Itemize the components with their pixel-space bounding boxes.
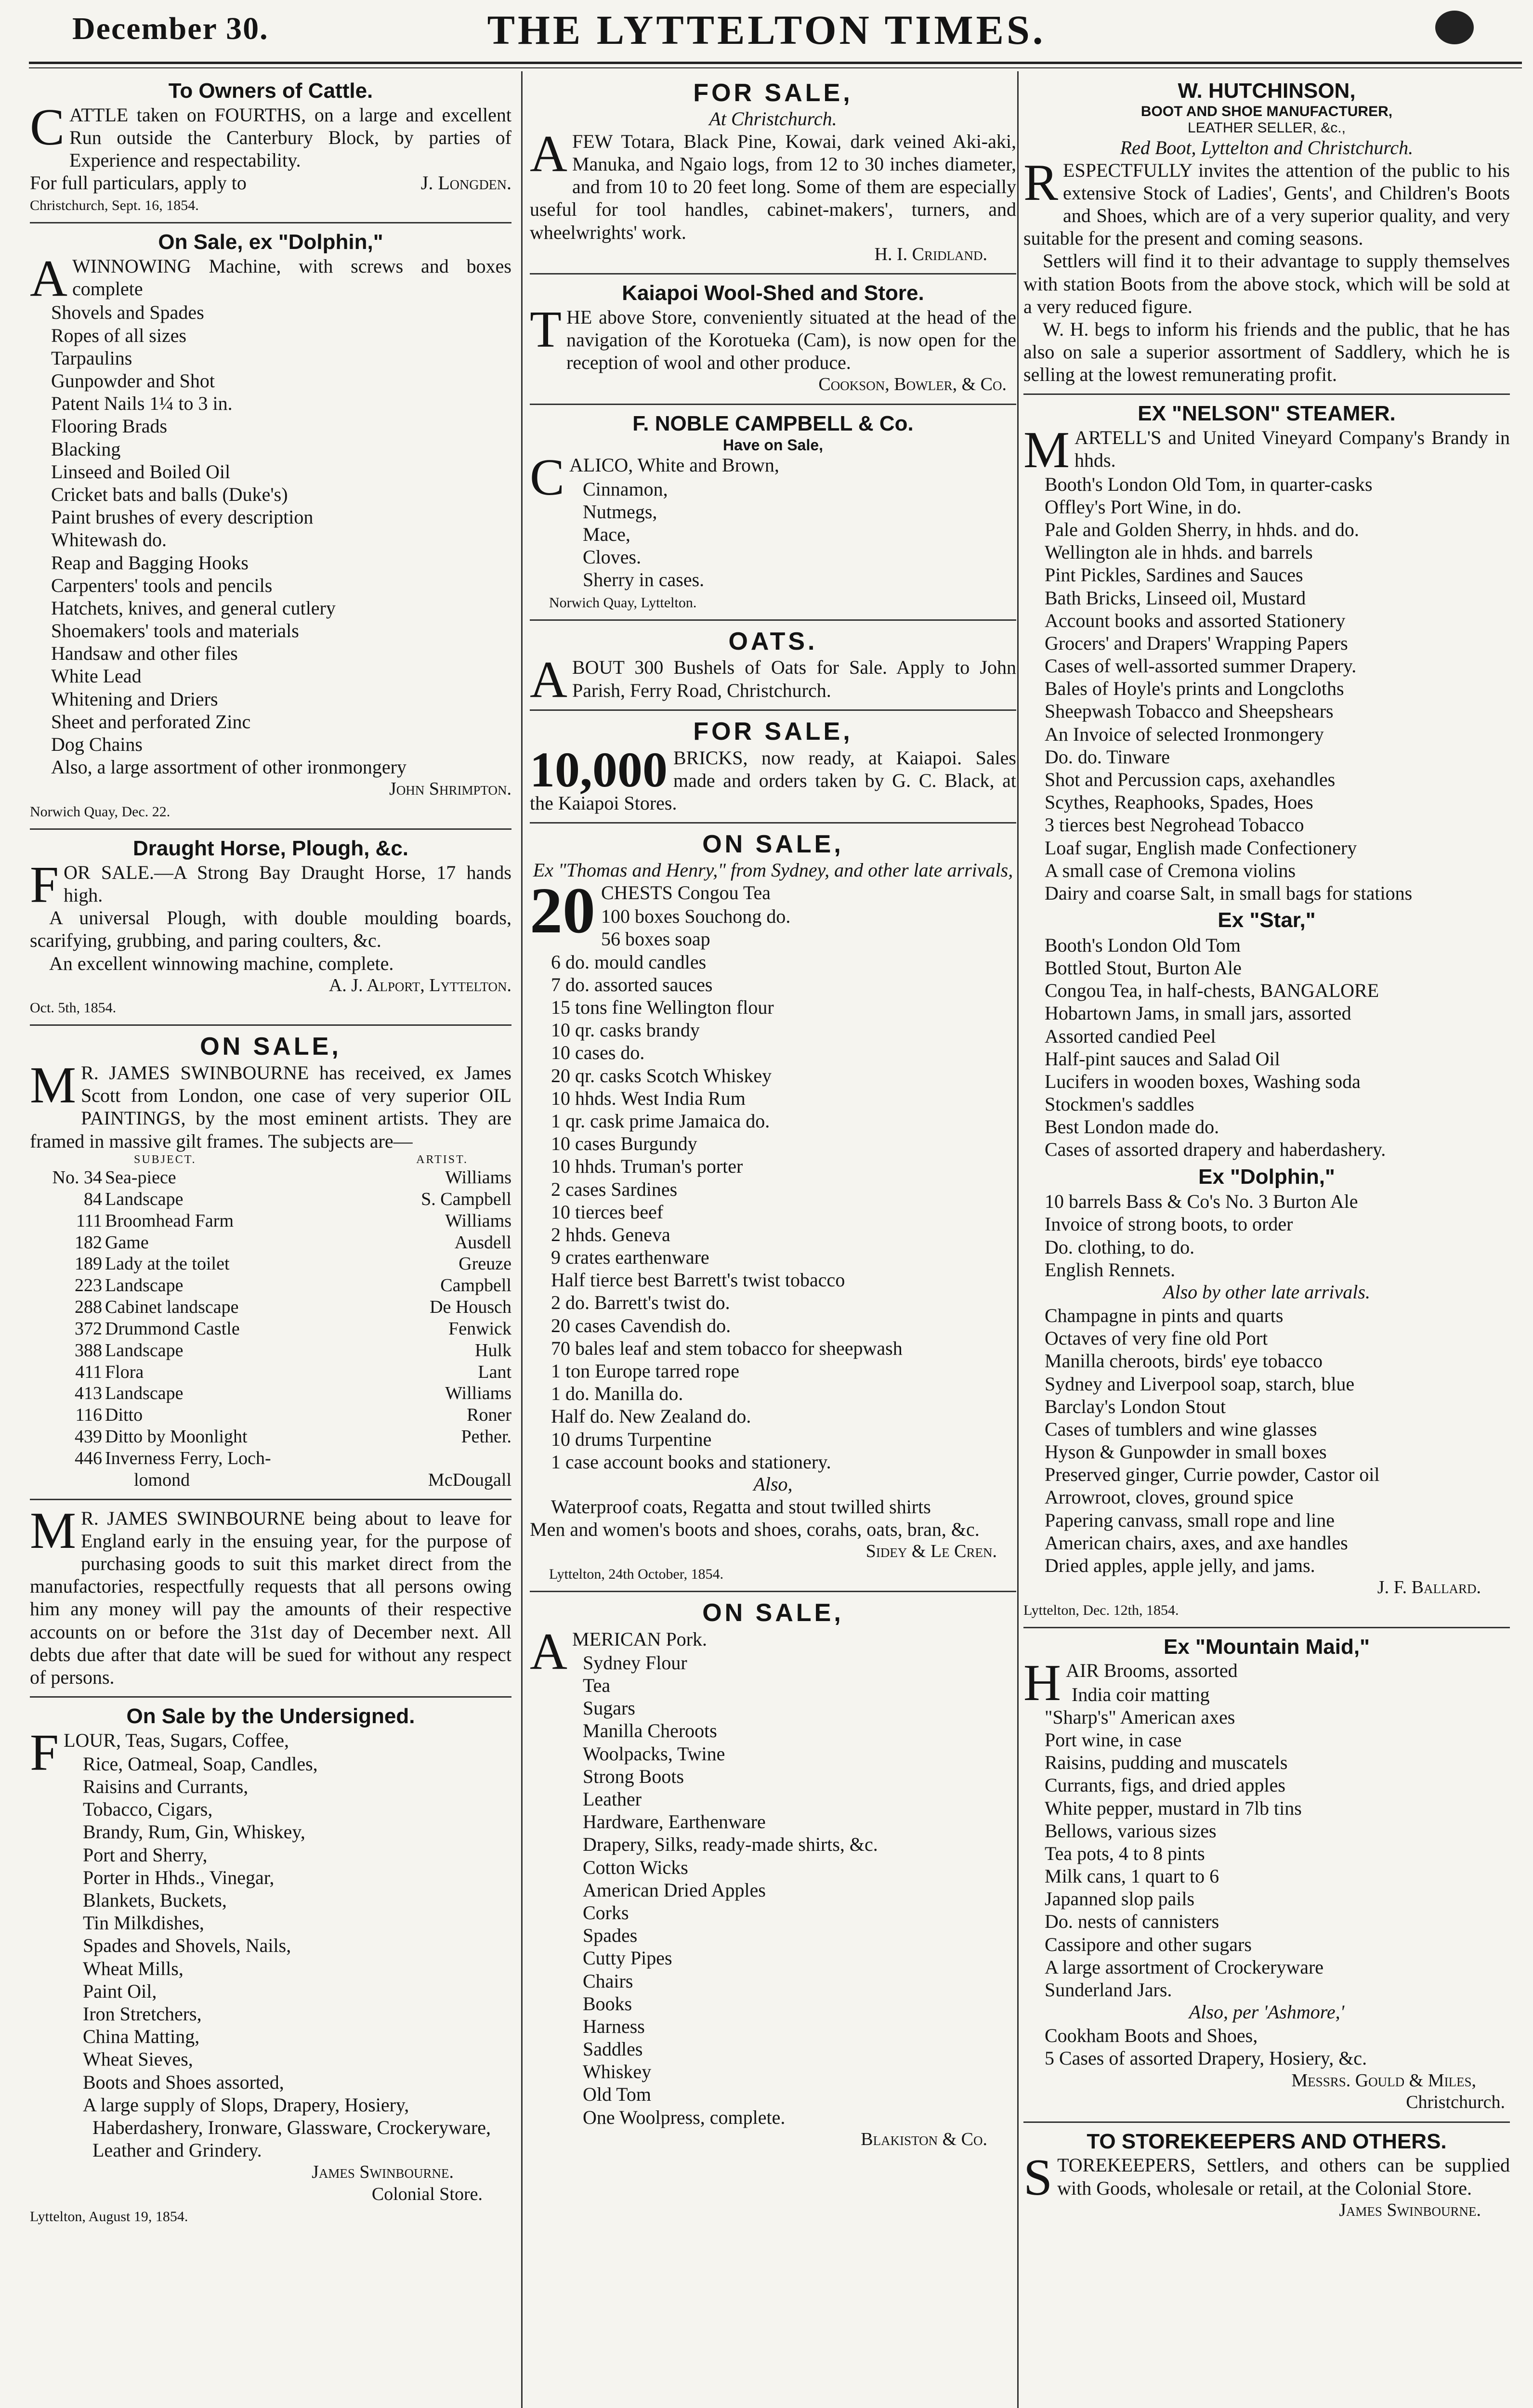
list-item: 2 cases Sardines [551, 1178, 678, 1200]
ad-body: ALICO, White and Brown, [569, 454, 779, 476]
list-item: Paint brushes of every description [51, 506, 314, 528]
list-item: Chairs [583, 1970, 633, 1992]
ad-signature: James Swinbourne. [312, 2162, 454, 2183]
ad-heading: TO STOREKEEPERS AND OTHERS. [1087, 2129, 1447, 2153]
list-item: Reap and Bagging Hooks [51, 551, 249, 574]
ad-heading: ON SALE, [702, 1598, 844, 1627]
ad-subheading: BOOT AND SHOE MANUFACTURER, [1140, 103, 1393, 119]
list-item: Lucifers in wooden boxes, Washing soda [1045, 1070, 1361, 1092]
list-item: Half tierce best Barrett's twist tobacco [551, 1269, 845, 1291]
list-item: Brandy, Rum, Gin, Whiskey, [83, 1821, 305, 1843]
goods-list [1023, 934, 1510, 1161]
list-item: Preserved ginger, Currie powder, Castor oil [1045, 1464, 1380, 1486]
list-item: Shot and Percussion caps, axehandles [1045, 769, 1336, 791]
list-item: Rice, Oatmeal, Soap, Candles, [83, 1753, 318, 1775]
column-header: SUBJECT. [134, 1153, 197, 1166]
ad-text: An excellent winnowing machine, complete. [49, 952, 394, 974]
list-item: Bellows, various sizes [1045, 1819, 1217, 1842]
table-row: 116 Ditto Roner [75, 1405, 511, 1426]
goods-list [1023, 1190, 1510, 1281]
ad-body: HE above Store, conveniently situated at the head of the navigation of the Korotueka (Cam), is now open for the reception of wool and other produce. [566, 306, 1016, 374]
list-item: Dairy and coarse Salt, in small bags for stations [1045, 882, 1413, 904]
list-item: Cotton Wicks [583, 1856, 688, 1878]
also-note: Also, [753, 1473, 793, 1495]
list-item: 10 drums Turpentine [551, 1428, 712, 1450]
drop-cap: A [30, 249, 67, 307]
list-item: Stockmen's saddles [1045, 1093, 1194, 1115]
ad-signature: Sidey & Le Cren. [865, 1541, 997, 1562]
list-item: Hyson & Gunpowder in small boxes [1045, 1441, 1327, 1463]
list-item: Pale and Golden Sherry, in hhds. and do. [1045, 518, 1359, 540]
list-item: Cutty Pipes [583, 1947, 672, 1969]
list-item: Woolpacks, Twine [583, 1742, 725, 1765]
ad-body: FEW Totara, Black Pine, Kowai, dark veined Aki-aki, Manuka, and Ngaio logs, from 12 to 30 inches diameter, and from 10 to 20 feet long. Some of them are especially useful for tool handles, cabinet-makers', turners, and wheelwrights' work. [530, 130, 1016, 243]
list-item: 56 boxes soap [601, 928, 710, 950]
large-number: 10,000 [530, 742, 668, 798]
list-item: Spades [583, 1924, 638, 1947]
goods-list [1023, 1683, 1510, 2002]
list-item: 2 do. Barrett's twist do. [551, 1292, 730, 1314]
ad-dateline: Oct. 5th, 1854. [30, 1000, 117, 1016]
goods-list [530, 905, 1016, 1473]
list-item: Invoice of strong boots, to order [1045, 1213, 1293, 1235]
ad-body: BOUT 300 Bushels of Oats for Sale. Apply to John Parish, Ferry Road, Christchurch. [572, 656, 1016, 701]
ad-heading: Draught Horse, Plough, &c. [132, 837, 409, 861]
list-item: 5 Cases of assorted Drapery, Hosiery, &c. [1045, 2047, 1367, 2069]
list-item: Dried apples, apple jelly, and jams. [1045, 1555, 1315, 1577]
goods-list [1023, 473, 1510, 905]
list-item: 9 crates earthenware [551, 1246, 709, 1269]
list-item: Hardware, Earthenware [583, 1811, 766, 1833]
table-cell: McDougall [428, 1469, 511, 1490]
list-item: Ropes of all sizes [51, 324, 187, 346]
goods-list [30, 1753, 511, 2161]
ad-hutchinson [1023, 72, 1510, 395]
table-row: 111 Broomhead Farm Williams [76, 1210, 511, 1231]
list-item: Whiskey [583, 2061, 652, 2083]
ad-heading: ON SALE, [702, 830, 844, 859]
ad-subheading: Red Boot, Lyttelton and Christchurch. [1120, 136, 1414, 158]
list-item: 3 tierces best Negrohead Tobacco [1045, 814, 1304, 836]
list-item: Raisins and Currants, [83, 1776, 249, 1798]
drop-cap: T [530, 301, 562, 358]
ad-signature: J. Longden. [420, 172, 511, 194]
ad-heading: W. HUTCHINSON, [1178, 79, 1356, 103]
ad-kaiapoi-wool-shed [530, 275, 1016, 405]
ad-heading: F. NOBLE CAMPBELL & Co. [632, 412, 914, 436]
list-item: Manilla cheroots, birds' eye tobacco [1045, 1350, 1323, 1372]
list-item: Dog Chains [51, 733, 143, 756]
drop-cap: A [530, 125, 567, 183]
large-number: 20 [530, 875, 595, 947]
list-item: 1 do. Manilla do. [551, 1383, 683, 1405]
table-row: 388 Landscape Hulk [75, 1340, 511, 1361]
list-item: Arrowroot, cloves, ground spice [1045, 1486, 1294, 1508]
list-item: 10 barrels Bass & Co's No. 3 Burton Ale [1045, 1191, 1358, 1213]
ad-subheading: Have on Sale, [722, 436, 824, 454]
drop-cap: S [1023, 2149, 1053, 2207]
ad-heading: Kaiapoi Wool-Shed and Store. [622, 281, 924, 305]
list-item: Papering canvass, small rope and line [1045, 1509, 1335, 1531]
list-item: Gunpowder and Shot [51, 370, 215, 392]
list-item: Barclay's London Stout [1045, 1395, 1226, 1417]
ad-subheading: Ex "Dolphin," [1198, 1165, 1335, 1189]
list-item: Handsaw and other files [51, 642, 238, 665]
list-item: Offley's Port Wine, in do. [1045, 496, 1242, 518]
list-item: Spades and Shovels, Nails, [83, 1935, 291, 1957]
ad-ex-dolphin [30, 223, 511, 830]
list-item: Tobacco, Cigars, [83, 1798, 213, 1820]
ad-heading: To Owners of Cattle. [168, 79, 373, 103]
goods-list [530, 1651, 1016, 2129]
list-item: Bottled Stout, Burton Ale [1045, 956, 1242, 979]
list-item: Cricket bats and balls (Duke's) [51, 483, 288, 505]
ad-body: ESPECTFULLY invites the attention of the public to his extensive Stock of Ladies', Gents', and Children's Boots and Shoes, which are of a very superior quality, and very suitable for the present and coming seasons. [1023, 159, 1510, 249]
ad-body: BRICKS, now ready, at Kaiapoi. Sales made and orders taken by G. C. Black, at the Kaiapoi Stores. [530, 746, 1016, 814]
list-item: Tin Milkdishes, [83, 1912, 204, 1934]
ad-body: R. JAMES SWINBOURNE being about to leave for England early in the ensuing year, for the purpose of purchasing goods to suit this market direct from the manufactories, respectfully requests that all persons owing him any money will pay the amounts of their respective accounts on or before the 31st day of December next. All debts due after that date will be sued for without any respect of persons. [30, 1507, 511, 1688]
list-item: 10 qr. casks brandy [551, 1019, 700, 1041]
ad-signature: Messrs. Gould & Miles, [1291, 2070, 1476, 2091]
table-row: 189 Lady at the toilet Greuze [75, 1254, 511, 1274]
list-item: Books [583, 1992, 632, 2015]
list-item: Mace, [583, 523, 630, 546]
list-item: Blacking [51, 438, 121, 460]
column-header: ARTIST. [416, 1153, 468, 1166]
table-row [30, 1469, 511, 1491]
table-header [30, 1152, 511, 1167]
list-item: Porter in Hhds., Vinegar, [83, 1866, 275, 1888]
list-item: Scythes, Reaphooks, Spades, Hoes [1045, 791, 1313, 813]
paintings-table [30, 1152, 511, 1491]
ink-blot-mark [1435, 11, 1474, 44]
newspaper-title: THE LYTTELTON TIMES. [487, 7, 1046, 53]
list-item: Assorted candied Peel [1045, 1025, 1216, 1047]
list-item: Half do. New Zealand do. [551, 1405, 751, 1427]
ad-body: OR SALE.—A Strong Bay Draught Horse, 17 hands high. [64, 861, 511, 906]
ad-heading: FOR SALE, [693, 79, 853, 107]
table-row: 411 Flora Lant [75, 1361, 511, 1382]
list-item: Sheepwash Tobacco and Sheepshears [1045, 700, 1334, 722]
drop-cap: M [1023, 421, 1070, 479]
column-1 [30, 72, 511, 2408]
ad-body: R. JAMES SWINBOURNE has received, ex James Scott from London, one case of very superior OIL PAINTINGS, by the most eminent artists. They are framed in massive gilt frames. The subjects are— [30, 1062, 511, 1152]
drop-cap: A [530, 1623, 567, 1680]
ad-swinbourne-leaving [30, 1500, 511, 1698]
list-item: Cassipore and other sugars [1045, 1933, 1252, 1955]
column-divider [521, 71, 523, 2408]
list-item: Congou Tea, in half-chests, BANGALORE [1045, 980, 1379, 1002]
drop-cap: R [1023, 154, 1059, 211]
ad-owners-of-cattle [30, 72, 511, 223]
table-row: 288 Cabinet landscape De Housch [75, 1297, 511, 1318]
ad-american-pork [530, 1592, 1016, 2159]
ad-text: For full particulars, apply to [30, 172, 247, 194]
ad-oil-paintings [30, 1026, 511, 1500]
column-divider [1017, 71, 1019, 2408]
ad-subheading: LEATHER SELLER, &c., [1188, 120, 1346, 136]
list-item: Also, a large assortment of other ironmongery [51, 756, 406, 778]
drop-cap: H [1023, 1654, 1061, 1712]
table-row: 372 Drummond Castle Fenwick [75, 1318, 511, 1339]
list-item: Do. nests of cannisters [1045, 1911, 1219, 1933]
goods-list [30, 301, 511, 778]
ad-signature: James Swinbourne. [1339, 2199, 1481, 2220]
ad-on-sale-thomas-henry [530, 824, 1016, 1592]
list-item: Cinnamon, [583, 478, 668, 500]
list-item: 1 ton Europe tarred rope [551, 1360, 739, 1382]
ad-dateline: Lyttelton, August 19, 1854. [30, 2209, 188, 2225]
list-item: A small case of Cremona violins [1045, 859, 1296, 881]
list-item: Patent Nails 1¼ to 3 in. [51, 393, 233, 415]
ad-text: A universal Plough, with double moulding boards, scarifying, grubbing, and paring coulters, &c. [30, 907, 511, 952]
list-item: Sydney Flour [583, 1651, 687, 1674]
ad-draught-horse [30, 830, 511, 1026]
ad-noble-campbell [530, 405, 1016, 621]
ad-text: Waterproof coats, Regatta and stout twilled shirts [551, 1495, 931, 1518]
goods-list [1023, 1304, 1510, 1577]
ad-heading: EX "NELSON" STEAMER. [1138, 402, 1396, 426]
list-item: Half-pint sauces and Salad Oil [1045, 1047, 1280, 1070]
list-item: Sydney and Liverpool soap, starch, blue [1045, 1373, 1355, 1395]
list-item: Do. do. Tinware [1045, 746, 1170, 768]
list-item: Port wine, in case [1045, 1728, 1182, 1751]
list-item: 15 tons fine Wellington flour [551, 996, 774, 1019]
list-item: A large assortment of Crockeryware [1045, 1956, 1324, 1978]
list-item: Corks [583, 1901, 629, 1924]
list-item: Hobartown Jams, in small jars, assorted [1045, 1002, 1351, 1024]
ad-signature: John Shrimpton. [389, 779, 511, 799]
list-item: Whitening and Driers [51, 688, 218, 710]
list-item: Currants, figs, and dried apples [1045, 1774, 1285, 1796]
list-item: American chairs, axes, and axe handles [1045, 1531, 1348, 1554]
ad-heading: ON SALE, [200, 1033, 341, 1061]
ad-to-storekeepers [1023, 2123, 1510, 2229]
list-item: Milk cans, 1 quart to 6 [1045, 1865, 1219, 1887]
table-row: 182 Game Ausdell [75, 1232, 511, 1253]
ad-dateline: Norwich Quay, Dec. 22. [30, 804, 170, 820]
ad-dateline: Lyttelton, Dec. 12th, 1854. [1023, 1602, 1179, 1618]
ad-body: AIR Brooms, assorted [1066, 1660, 1238, 1682]
list-item: Blankets, Buckets, [83, 1889, 227, 1911]
ad-subheading: Ex "Thomas and Henry," from Sydney, and other late arrivals, [533, 859, 1013, 881]
ad-signature-place: Christchurch. [1406, 2092, 1505, 2113]
masthead [0, 0, 1533, 58]
list-item: Cases of well-assorted summer Drapery. [1045, 655, 1357, 677]
column-2 [530, 72, 1016, 2408]
list-item: Nutmegs, [583, 500, 657, 523]
list-item: Booth's London Old Tom [1045, 934, 1241, 956]
list-item: "Sharp's" American axes [1045, 1706, 1235, 1728]
ad-body: TOREKEEPERS, Settlers, and others can be supplied with Goods, wholesale or retail, at the Colonial Store. [1057, 2154, 1510, 2199]
list-item: Account books and assorted Stationery [1045, 609, 1346, 631]
list-item: Wellington ale in hhds. and barrels [1045, 541, 1313, 563]
list-item: Bath Bricks, Linseed oil, Mustard [1045, 587, 1306, 609]
list-item: An Invoice of selected Ironmongery [1045, 723, 1324, 745]
ad-heading: On Sale by the Undersigned. [126, 1704, 415, 1728]
list-item: Carpenters' tools and pencils [51, 574, 273, 596]
ad-signature-place: Colonial Store. [371, 2184, 483, 2204]
list-item: Cookham Boots and Shoes, [1045, 2025, 1258, 2047]
list-item: Do. clothing, to do. [1045, 1236, 1195, 1258]
list-item: Hatchets, knives, and general cutlery [51, 597, 336, 619]
list-item: Best London made do. [1045, 1116, 1219, 1138]
list-item: India coir matting [1072, 1683, 1210, 1705]
ad-heading: FOR SALE, [693, 717, 853, 746]
ad-signature: Cookson, Bowler, & Co. [818, 374, 1007, 395]
table-row: 223 Landscape Campbell [75, 1275, 511, 1296]
list-item: 70 bales leaf and stem tobacco for sheepwash [551, 1337, 903, 1359]
list-item: English Rennets. [1045, 1258, 1176, 1281]
ad-text: Settlers will find it to their advantage to supply themselves with station Boots from the above stock, which will be sold at a very reduced figure. [1023, 250, 1510, 317]
list-item: 1 qr. cask prime Jamaica do. [551, 1110, 770, 1132]
ad-oats [530, 621, 1016, 711]
list-item: Tea pots, 4 to 8 pints [1045, 1842, 1205, 1864]
list-item: Whitewash do. [51, 529, 167, 551]
ad-bricks [530, 711, 1016, 824]
list-item: Loaf sugar, English made Confectionery [1045, 837, 1357, 859]
ad-heading: Ex "Mountain Maid," [1164, 1635, 1370, 1659]
ad-body: MERICAN Pork. [572, 1628, 708, 1650]
list-item: 7 do. assorted sauces [551, 973, 713, 995]
ad-text: Men and women's boots and shoes, corahs, oats, bran, &c. [530, 1518, 980, 1541]
ad-signature: Blakiston & Co. [861, 2129, 987, 2149]
list-item: Iron Stretchers, [83, 2002, 202, 2025]
list-item: 1 case account books and stationery. [551, 1451, 831, 1473]
list-item: Wheat Mills, [83, 1957, 183, 1979]
list-item: Cloves. [583, 546, 642, 568]
list-item: China Matting, [83, 2026, 200, 2048]
masthead-rule [29, 62, 1522, 64]
list-item: 2 hhds. Geneva [551, 1223, 670, 1245]
list-item: Japanned slop pails [1045, 1888, 1195, 1910]
list-item: Cases of tumblers and wine glasses [1045, 1418, 1317, 1440]
list-item: Cases of assorted drapery and haberdashery. [1045, 1139, 1386, 1161]
table-row: 446 Inverness Ferry, Loch- [75, 1448, 271, 1468]
table-row: 439 Ditto by Moonlight Pether. [75, 1426, 511, 1447]
ad-for-sale-christchurch [530, 72, 1016, 275]
drop-cap: F [30, 1724, 59, 1781]
issue-date: December 30. [72, 11, 269, 46]
table-row: 413 Landscape Williams [75, 1383, 511, 1404]
ad-on-sale-undersigned [30, 1698, 511, 2233]
list-item: Port and Sherry, [83, 1844, 208, 1866]
list-item: Tarpaulins [51, 347, 132, 369]
list-item: Sheet and perforated Zinc [51, 710, 251, 733]
list-item: White pepper, mustard in 7lb tins [1045, 1797, 1302, 1819]
ad-text: W. H. begs to inform his friends and the public, that he has also on sale a superior assortment of Saddlery, which he is selling at the lowest remunerating profit. [1023, 318, 1510, 386]
ad-body: WINNOWING Machine, with screws and boxes complete [72, 255, 511, 300]
list-item: 10 hhds. Truman's porter [551, 1155, 743, 1178]
ad-signature: A. J. Alport, Lyttelton. [328, 975, 511, 995]
drop-cap: M [30, 1057, 77, 1114]
drop-cap: C [530, 449, 565, 507]
table-row: 84 Landscape S. Campbell [84, 1189, 511, 1209]
list-item: Shovels and Spades [51, 301, 204, 324]
list-item: 6 do. mould candles [551, 951, 707, 973]
drop-cap: F [30, 856, 59, 914]
drop-cap: C [30, 98, 65, 156]
table-cell: lomond [134, 1469, 190, 1490]
list-item: Saddles [583, 2038, 643, 2060]
also-note: Also by other late arrivals. [1163, 1281, 1370, 1303]
list-item: 20 cases Cavendish do. [551, 1314, 731, 1336]
list-item: Old Tom [583, 2083, 652, 2106]
ad-ex-nelson-steamer [1023, 395, 1510, 1628]
list-item: Bales of Hoyle's prints and Longcloths [1045, 678, 1344, 700]
ad-subheading: At Christchurch. [709, 107, 837, 130]
list-item: Booth's London Old Tom, in quarter-casks [1045, 473, 1373, 495]
list-item: White Lead [51, 665, 142, 687]
ad-body: LOUR, Teas, Sugars, Coffee, [64, 1729, 289, 1751]
list-item: Strong Boots [583, 1765, 684, 1787]
list-item: 10 cases Burgundy [551, 1133, 697, 1155]
ad-heading: OATS. [728, 627, 818, 655]
ad-subheading: Ex "Star," [1218, 908, 1316, 932]
list-item: 10 hhds. West India Rum [551, 1087, 746, 1109]
column-3 [1023, 72, 1510, 2408]
list-item: Tea [583, 1675, 611, 1697]
list-item: One Woolpress, complete. [583, 2106, 786, 2128]
list-item: American Dried Apples [583, 1879, 766, 1901]
list-item: A large supply of Slops, Drapery, Hosiery, Haberdashery, Ironware, Glassware, Crockeryware, Leather and Grindery. [83, 2094, 491, 2161]
ad-heading: On Sale, ex "Dolphin," [158, 230, 383, 254]
ad-body: CHESTS Congou Tea [601, 882, 771, 904]
goods-list [530, 478, 1016, 591]
ad-dateline: Christchurch, Sept. 16, 1854. [30, 197, 199, 214]
list-item: Pint Pickles, Sardines and Sauces [1045, 564, 1303, 586]
list-item: Flooring Brads [51, 415, 168, 437]
list-item: Sherry in cases. [583, 569, 705, 591]
list-item: Champagne in pints and quarts [1045, 1304, 1284, 1326]
drop-cap: A [530, 651, 567, 709]
list-item: Wheat Sieves, [83, 2048, 193, 2070]
list-item: Paint Oil, [83, 1980, 157, 2002]
also-note: Also, per 'Ashmore,' [1189, 2001, 1345, 2023]
list-item: 20 qr. casks Scotch Whiskey [551, 1064, 772, 1086]
list-item: Linseed and Boiled Oil [51, 460, 231, 483]
list-item: Shoemakers' tools and materials [51, 620, 299, 642]
list-item: Leather [583, 1788, 642, 1810]
masthead-rule-thin [29, 67, 1522, 68]
list-item: Drapery, Silks, ready-made shirts, &c. [583, 1833, 878, 1856]
list-item: Sugars [583, 1697, 635, 1719]
list-item: Sunderland Jars. [1045, 1979, 1172, 2001]
list-item: 100 boxes Souchong do. [601, 905, 791, 928]
list-item: Boots and Shoes assorted, [83, 2071, 284, 2093]
table-row: No. 34 Sea-piece Williams [52, 1167, 511, 1188]
ad-dateline: Lyttelton, 24th October, 1854. [549, 1566, 724, 1582]
list-item: Raisins, pudding and muscatels [1045, 1752, 1288, 1774]
goods-list [1023, 2024, 1510, 2069]
list-item: Manilla Cheroots [583, 1720, 717, 1742]
list-item: Harness [583, 2015, 645, 2037]
list-item: 10 cases do. [551, 1042, 645, 1064]
list-item: Grocers' and Drapers' Wrapping Papers [1045, 632, 1348, 654]
ad-signature: J. F. Ballard. [1377, 1577, 1481, 1598]
ad-signature: H. I. Cridland. [874, 244, 987, 264]
list-item: Octaves of very fine old Port [1045, 1327, 1268, 1349]
ad-body: ATTLE taken on FOURTHS, on a large and excellent Run outside the Canterbury Block, by parties of Experience and respectability. [69, 104, 511, 171]
ad-body: ARTELL'S and United Vineyard Company's Brandy in hhds. [1074, 427, 1510, 471]
ad-ex-mountain-maid [1023, 1628, 1510, 2123]
ad-dateline: Norwich Quay, Lyttelton. [549, 594, 697, 611]
list-item: 10 tierces beef [551, 1201, 664, 1223]
drop-cap: M [30, 1502, 77, 1559]
